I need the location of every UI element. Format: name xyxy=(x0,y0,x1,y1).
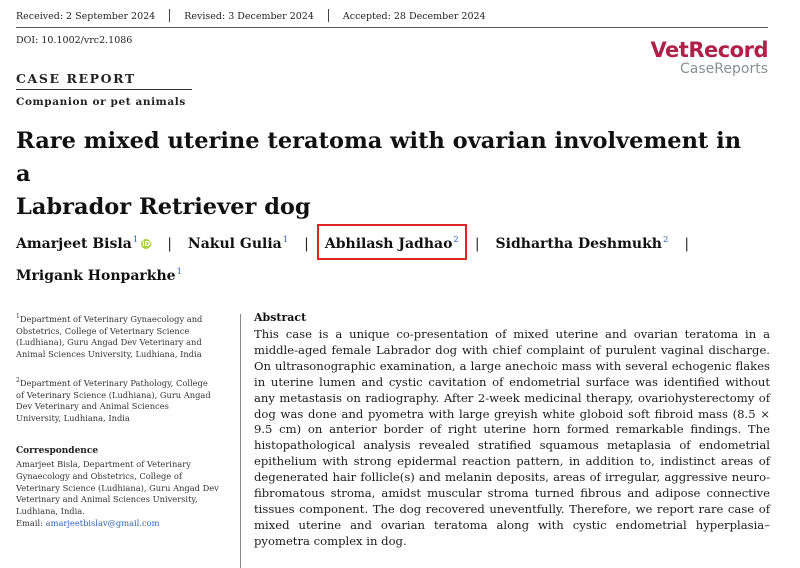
article-dates xyxy=(16,9,486,22)
abstract-heading: Abstract xyxy=(254,311,307,324)
author-separator: | xyxy=(684,236,690,252)
affiliation: $^1$Department of Veterinary Gynaecology and Obstetrics, College of Veterinary Science (Ludhiana), Guru Angad Dev Veterinary and Animal Sciences University, Ludhiana, India xyxy=(16,313,203,360)
email-link[interactable]: amarjeetbislav@gmail.com xyxy=(45,517,160,528)
correspondence-heading: Correspondence xyxy=(16,446,99,456)
doi[interactable]: DOI: 10.1002/vrc2.1086 xyxy=(16,35,133,46)
title-line-1: Rare mixed uterine teratoma with ovarian involvement in a xyxy=(16,128,742,187)
divider xyxy=(328,9,329,22)
column-divider xyxy=(240,314,241,568)
revised-date: Revised: 3 December 2024 xyxy=(184,11,314,22)
received-date: Received: 2 September 2024 xyxy=(16,11,156,22)
divider xyxy=(169,9,170,22)
journal-logo-name: VetRecord xyxy=(650,38,768,62)
author-separator: | xyxy=(167,236,172,252)
article-subject: Companion or pet animals xyxy=(16,96,186,108)
author-name[interactable]: Amarjeet Bisla$^1$ iD xyxy=(16,235,151,252)
journal-logo-sub: CaseReports xyxy=(680,61,768,77)
author-name[interactable]: Sidhartha Deshmukh$^2$ xyxy=(495,235,669,252)
author-name[interactable]: Mrigank Honparkhe$^1$ xyxy=(16,267,182,284)
accepted-date: Accepted: 28 December 2024 xyxy=(342,11,486,22)
abstract-text: This case is a unique co-presentation of mixed uterine and ovarian teratoma in a middle-aged female Labrador dog with chief complaint of purulent vaginal discharge. On ultrasonographic examination, a large anechoic mass with several echogenic flakes in uterine lumen and cystic cavitation of endometrial surface was identified without any metastasis on radiography. After 2-week medicinal therapy, ovariohysterectomy of dog was done and pyometra with large greyish white globoid soft fibroid mass (8.5 × 9.5 cm) on anterior border of right uterine horn formed remarkable findings. The histopathological analysis revealed stratified squamous metaplasia of endometrial epithelium with strong epidermal reaction pattern, in addition to, indistinct areas of degenerated hair follicle(s) and melanin deposits, areas of irregular, aggressive neuro-fibromatous stroma, amidst muscular stroma turned fibrous and adipose connective tissues component. The dog recovered uneventfully. Therefore, we report rare case of mixed uterine and ovarian teratoma along with cystic endometrial hyperplasia–pyometra complex in dog. xyxy=(254,327,770,548)
author-name[interactable]: Nakul Gulia$^1$ xyxy=(187,235,289,252)
affiliation: $^2$Department of Veterinary Pathology, College of Veterinary Science (Ludhiana), Guru Angad Dev Veterinary and Animal Sciences University, Ludhiana, India xyxy=(16,377,211,424)
correspondence-text: Amarjeet Bisla, Department of Veterinary Gynaecology and Obstetrics, College of Veterinary Science (Ludhiana), Guru Angad Dev Veterinary and Animal Sciences University, Ludhiana, India. Email: amarjeetbislav@gmail.com xyxy=(16,459,219,528)
article-type: CASE REPORT xyxy=(16,71,136,86)
author-separator: | xyxy=(474,236,480,252)
article-type-rule xyxy=(16,89,192,90)
header-rule xyxy=(16,27,768,28)
article-title xyxy=(16,125,756,224)
author-list xyxy=(16,226,776,290)
orcid-icon[interactable]: iD xyxy=(142,240,151,248)
author-separator: | xyxy=(304,236,309,252)
title-line-2: Labrador Retriever dog xyxy=(16,194,311,220)
journal-logo[interactable] xyxy=(650,40,768,76)
author-name-highlighted[interactable]: Abhilash Jadhao$^2$ xyxy=(319,226,465,258)
